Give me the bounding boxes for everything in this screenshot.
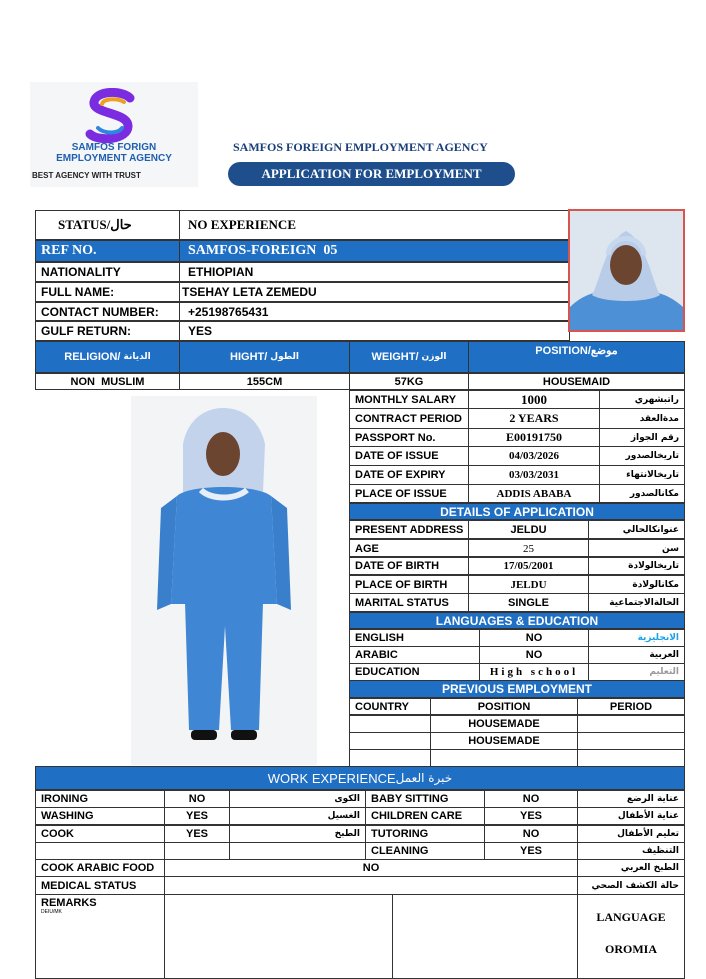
contract-label: CONTRACT PERIOD — [349, 408, 469, 429]
work-skill-ar: الكوى — [229, 790, 366, 808]
work-skill-ar: عناية الرضع — [577, 790, 685, 808]
work-skill-label: BABY SITTING — [365, 790, 485, 808]
contract-ar: مدةالعقد — [599, 408, 685, 429]
work-skill-ar: الغسيل — [229, 807, 366, 825]
gulf-value: YES — [179, 321, 570, 341]
contact-value: +25198765431 — [179, 302, 570, 321]
medical-value — [164, 876, 578, 895]
position-value: HOUSEMAID — [468, 373, 685, 390]
previous-period-cell — [577, 715, 685, 733]
details-label: PRESENT ADDRESS — [349, 520, 469, 539]
nationality-value: ETHIOPIAN — [179, 262, 570, 282]
details-label: MARITAL STATUS — [349, 593, 469, 612]
details-label: AGE — [349, 539, 469, 558]
language-ar: الانجليزية — [588, 629, 685, 647]
details-value: 25 — [468, 539, 589, 558]
fullname-value: TSEHAY LETA ZEMEDU — [179, 282, 570, 302]
language-value: NO — [479, 646, 589, 664]
work-skill-value: YES — [484, 807, 578, 825]
work-skill-value: YES — [164, 825, 230, 843]
weight-header-ar: الوزن — [421, 352, 447, 362]
previous-country-cell — [349, 732, 431, 750]
work-skill-value — [164, 842, 230, 860]
language-label: EDUCATION — [349, 663, 480, 681]
details-value: SINGLE — [468, 593, 589, 612]
language-label: ENGLISH — [349, 629, 480, 647]
full-body-figure-icon — [131, 396, 317, 765]
details-ar: سن — [588, 539, 685, 558]
height-header — [179, 341, 350, 373]
previous-position-cell — [430, 749, 578, 767]
full-body-photo — [131, 396, 317, 765]
height-header-label: HIGHT/ — [230, 351, 268, 363]
previous-country-header: COUNTRY — [349, 698, 431, 715]
agency-name: SAMFOS FOREIGN EMPLOYMENT AGENCY — [233, 140, 488, 154]
position-header: POSITION/موضع — [468, 341, 685, 373]
language-value: OROMIA — [605, 942, 657, 956]
logo-tagline: BEST AGENCY WITH TRUST — [32, 171, 141, 180]
language-label: ARABIC — [349, 646, 480, 664]
previous-country-cell — [349, 749, 431, 767]
previous-position-cell: HOUSEMADE — [430, 732, 578, 750]
contract-value: 03/03/2031 — [468, 465, 600, 485]
work-skill-value: NO — [484, 790, 578, 808]
arabic-food-value: NO — [164, 859, 578, 877]
remarks-middle-left — [164, 894, 393, 979]
language-ar: التعليم — [588, 663, 685, 681]
contract-ar: تاريخالصدور — [599, 446, 685, 466]
contract-ar: مكانالصدور — [599, 484, 685, 503]
contract-ar: تاريخالانتهاء — [599, 465, 685, 485]
work-title — [35, 766, 685, 790]
contract-label: DATE OF ISSUE — [349, 446, 469, 466]
work-skill-ar — [229, 842, 366, 860]
work-skill-ar: عناية الأطفال — [577, 807, 685, 825]
language-box — [577, 894, 685, 979]
religion-header — [35, 341, 180, 373]
contract-value: E00191750 — [468, 428, 600, 447]
religion-header-label: RELIGION/ — [64, 351, 121, 363]
work-skill-value: NO — [164, 790, 230, 808]
work-skill-label — [35, 842, 165, 860]
work-skill-ar: التنظيف — [577, 842, 685, 860]
contract-value: 1000 — [468, 390, 600, 409]
status-label: STATUS/حال — [35, 210, 180, 240]
language-value: High school — [479, 663, 589, 681]
language-value: NO — [479, 629, 589, 647]
fullname-label: FULL NAME: — [35, 282, 180, 302]
height-header-ar: الطول — [270, 352, 299, 362]
medical-ar: حالة الكشف الصحي — [577, 876, 685, 895]
work-skill-value: YES — [164, 807, 230, 825]
details-title: DETAILS OF APPLICATION — [349, 503, 685, 520]
previous-title: PREVIOUS EMPLOYMENT — [349, 680, 685, 698]
contract-label: PASSPORT No. — [349, 428, 469, 447]
work-skill-label: CLEANING — [365, 842, 485, 860]
logo-line-1: SAMFOS FORIGN — [71, 142, 157, 153]
contract-label: DATE OF EXPIRY — [349, 465, 469, 485]
work-title-ar: خبرة العمل — [395, 771, 453, 785]
ref-label: REF NO. — [35, 240, 180, 262]
previous-period-header: PERIOD — [577, 698, 685, 715]
contract-value: 04/03/2026 — [468, 446, 600, 466]
portrait-figure-icon — [570, 211, 683, 330]
details-value: 17/05/2001 — [468, 556, 589, 575]
details-ar: مكانالولادة — [588, 575, 685, 594]
work-skill-ar: الطبخ — [229, 825, 366, 843]
contact-label: CONTACT NUMBER: — [35, 302, 180, 321]
previous-period-cell — [577, 749, 685, 767]
nationality-label: NATIONALITY — [35, 262, 180, 282]
ref-value: SAMFOS-FOREIGN 05 — [179, 240, 570, 262]
work-skill-label: COOK — [35, 825, 165, 843]
religion-value: NON MUSLIM — [35, 373, 180, 390]
contract-ar: راتبشهري — [599, 390, 685, 409]
languages-title: LANGUAGES & EDUCATION — [349, 612, 685, 629]
previous-period-cell — [577, 732, 685, 750]
work-title-label: WORK EXPERIENCE — [267, 770, 396, 786]
contract-label: PLACE OF ISSUE — [349, 484, 469, 503]
work-skill-label: TUTORING — [365, 825, 485, 843]
work-skill-label: WASHING — [35, 807, 165, 825]
weight-value: 57KG — [349, 373, 469, 390]
details-value: JELDU — [468, 575, 589, 594]
details-ar: تاريخالولادة — [588, 556, 685, 575]
details-ar: عنوانكالحالي — [588, 520, 685, 539]
contract-ar: رقم الجواز — [599, 428, 685, 447]
previous-country-cell — [349, 715, 431, 733]
application-title: APPLICATION FOR EMPLOYMENT — [228, 162, 515, 186]
remarks-middle-right — [392, 894, 578, 979]
remarks-label: REMARKS — [41, 897, 97, 909]
height-value: 155CM — [179, 373, 350, 390]
language-label: LANGUAGE — [596, 910, 666, 924]
medical-label: MEDICAL STATUS — [35, 876, 165, 895]
work-skill-value: NO — [484, 825, 578, 843]
details-ar: الحالةالاجتماعية — [588, 593, 685, 612]
previous-position-cell: HOUSEMADE — [430, 715, 578, 733]
previous-position-header: POSITION — [430, 698, 578, 715]
remarks-box — [35, 894, 165, 979]
details-label: PLACE OF BIRTH — [349, 575, 469, 594]
contract-label: MONTHLY SALARY — [349, 390, 469, 409]
weight-header — [349, 341, 469, 373]
contract-value: ADDIS ABABA — [468, 484, 600, 503]
work-skill-label: IRONING — [35, 790, 165, 808]
details-label: DATE OF BIRTH — [349, 556, 469, 575]
logo-line-2: EMPLOYMENT AGENCY — [56, 153, 172, 164]
religion-header-ar: الديانة — [123, 352, 151, 362]
work-skill-label: CHILDREN CARE — [365, 807, 485, 825]
agency-logo — [30, 82, 198, 187]
details-value: JELDU — [468, 520, 589, 539]
contract-value: 2 YEARS — [468, 408, 600, 429]
weight-header-label: WEIGHT/ — [371, 351, 419, 363]
remarks-note: DEIU/MK — [41, 909, 62, 915]
arabic-food-ar: الطبخ العربي — [577, 859, 685, 877]
passport-photo — [568, 209, 685, 332]
work-skill-value: YES — [484, 842, 578, 860]
arabic-food-label: COOK ARABIC FOOD — [35, 859, 165, 877]
logo-s-icon — [82, 88, 142, 144]
gulf-label: GULF RETURN: — [35, 321, 180, 341]
language-ar: العربية — [588, 646, 685, 664]
status-value: NO EXPERIENCE — [179, 210, 570, 240]
work-skill-ar: تعليم الأطفال — [577, 825, 685, 843]
